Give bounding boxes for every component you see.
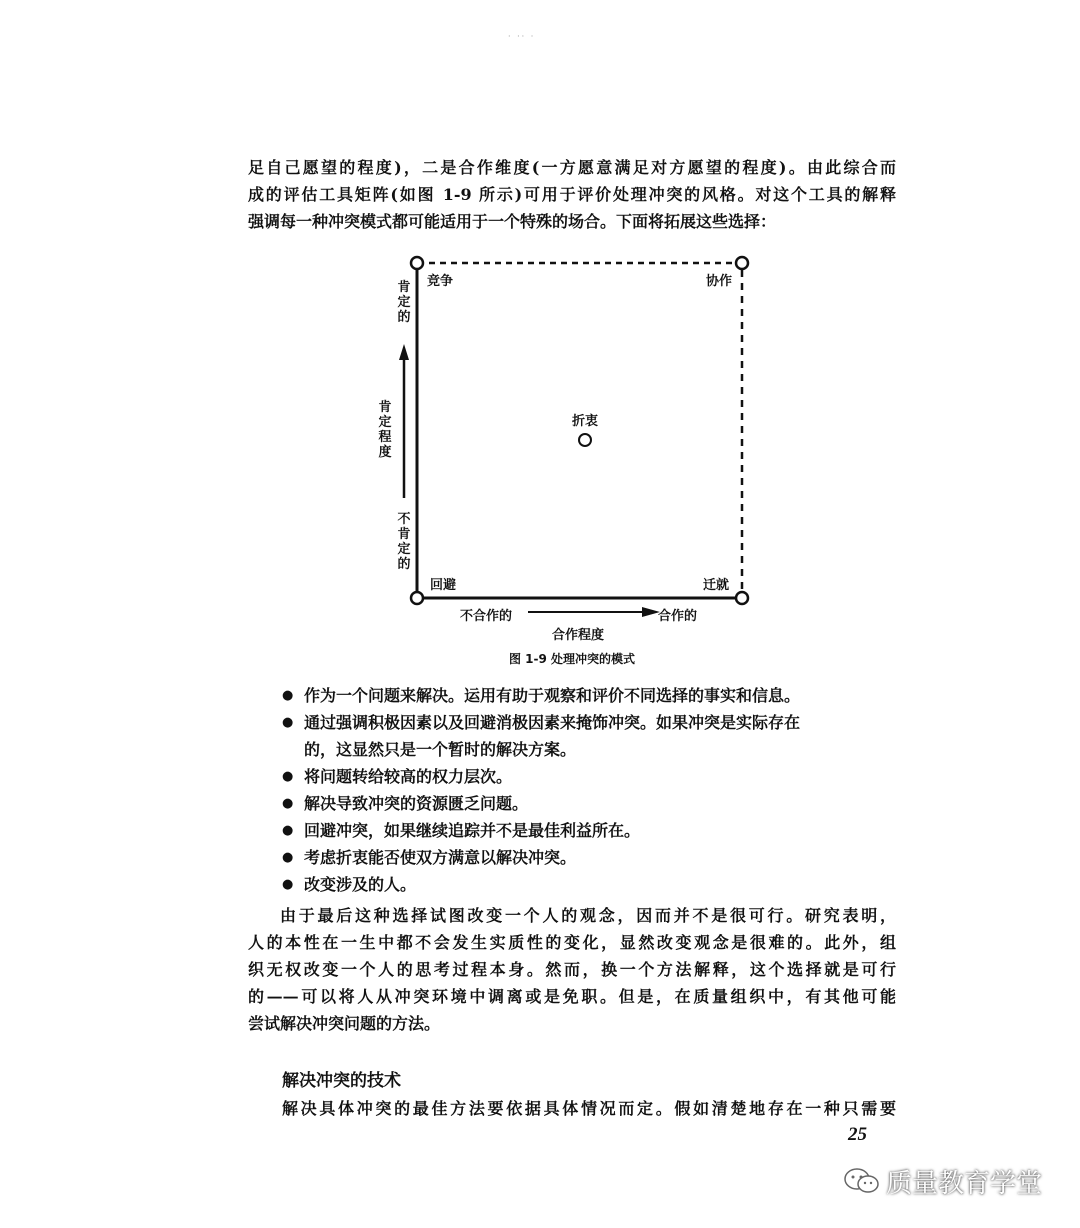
text-line: 织无权改变一个人的思考过程本身。然而，换一个方法解释，这个选择就是可行 bbox=[248, 960, 896, 979]
list-item bbox=[282, 763, 896, 790]
label-collaborating: 协作 bbox=[706, 274, 733, 289]
text-line: ● 回避冲突，如果继续追踪并不是最佳利益所在。 bbox=[304, 821, 641, 840]
list-item bbox=[282, 844, 896, 871]
label-compromising: 折衷 bbox=[572, 414, 599, 429]
intro-paragraph bbox=[248, 154, 896, 235]
watermark bbox=[842, 1164, 1042, 1198]
label-avoiding: 回避 bbox=[430, 578, 457, 593]
figure-caption: 图 1-9 处理冲突的模式 bbox=[508, 652, 636, 666]
x-axis-title: 合作程度 bbox=[552, 628, 605, 643]
y-label-bottom: 不肯定的 bbox=[397, 512, 411, 572]
corner-circle-bottom-right bbox=[736, 592, 748, 604]
text-line: 的，这显然只是一个暂时的解决方案。 bbox=[304, 740, 577, 759]
center-circle bbox=[579, 434, 591, 446]
text-line: ● 考虑折衷能否使双方满意以解决冲突。 bbox=[304, 848, 577, 867]
text-line: 成的评估工具矩阵(如图 1-9 所示)可用于评价处理冲突的风格。对这个工具的解释 bbox=[248, 185, 896, 204]
section-heading: 解决冲突的技术 bbox=[282, 1071, 401, 1091]
watermark-text: 质量教育学堂 bbox=[886, 1168, 1043, 1199]
text-line: 尝试解决冲突问题的方法。 bbox=[248, 1014, 441, 1033]
text-line: ● 将问题转给较高的权力层次。 bbox=[304, 767, 513, 786]
text-line: ● 作为一个问题来解决。运用有助于观察和评价不同选择的事实和信息。 bbox=[304, 686, 801, 705]
list-item bbox=[282, 871, 896, 898]
vertical-arrow-head bbox=[399, 344, 409, 360]
text-line: 解决具体冲突的最佳方法要依据具体情况而定。假如清楚地存在一种只需要 bbox=[282, 1099, 896, 1118]
label-competing: 竞争 bbox=[427, 274, 454, 289]
text-line: 由于最后这种选择试图改变一个人的观念，因而并不是很可行。研究表明， bbox=[280, 906, 896, 925]
list-item bbox=[282, 817, 896, 844]
text-line: 人的本性在一生中都不会发生实质性的变化，显然改变观念是很难的。此外，组 bbox=[248, 933, 896, 952]
list-item bbox=[282, 709, 896, 763]
text-line: 强调每一种冲突模式都可能适用于一个特殊的场合。下面将拓展这些选择： bbox=[248, 212, 777, 231]
page-number: 25 bbox=[848, 1124, 867, 1145]
text-line: ● 通过强调积极因素以及回避消极因素来掩饰冲突。如果冲突是实际存在 bbox=[304, 713, 801, 732]
corner-circle-bottom-left bbox=[411, 592, 423, 604]
scan-mark: · ·· · bbox=[508, 32, 536, 41]
corner-circle-top-right bbox=[736, 257, 748, 269]
text-line: 的——可以将人从冲突环境中调离或是免职。但是，在质量组织中，有其他可能 bbox=[248, 987, 896, 1006]
y-axis-title: 肯定程度 bbox=[378, 400, 392, 460]
x-label-right: 合作的 bbox=[658, 609, 698, 624]
text-line: ● 解决导致冲突的资源匮乏问题。 bbox=[304, 794, 529, 813]
label-accommodating: 迁就 bbox=[703, 578, 730, 593]
list-item bbox=[282, 790, 896, 817]
y-label-top: 肯定的 bbox=[397, 280, 411, 325]
x-label-left: 不合作的 bbox=[460, 609, 513, 624]
wechat-icon bbox=[842, 1166, 882, 1196]
conflict-mode-figure bbox=[372, 250, 772, 670]
text-line: 足自己愿望的程度)，二是合作维度(一方愿意满足对方愿望的程度)。由此综合而 bbox=[248, 158, 896, 177]
list-item bbox=[282, 682, 896, 709]
section-paragraph bbox=[248, 1095, 896, 1122]
body-paragraph bbox=[248, 902, 896, 1037]
text-line: ● 改变涉及的人。 bbox=[304, 875, 417, 894]
bullet-list bbox=[282, 682, 896, 898]
corner-circle-top-left bbox=[411, 257, 423, 269]
